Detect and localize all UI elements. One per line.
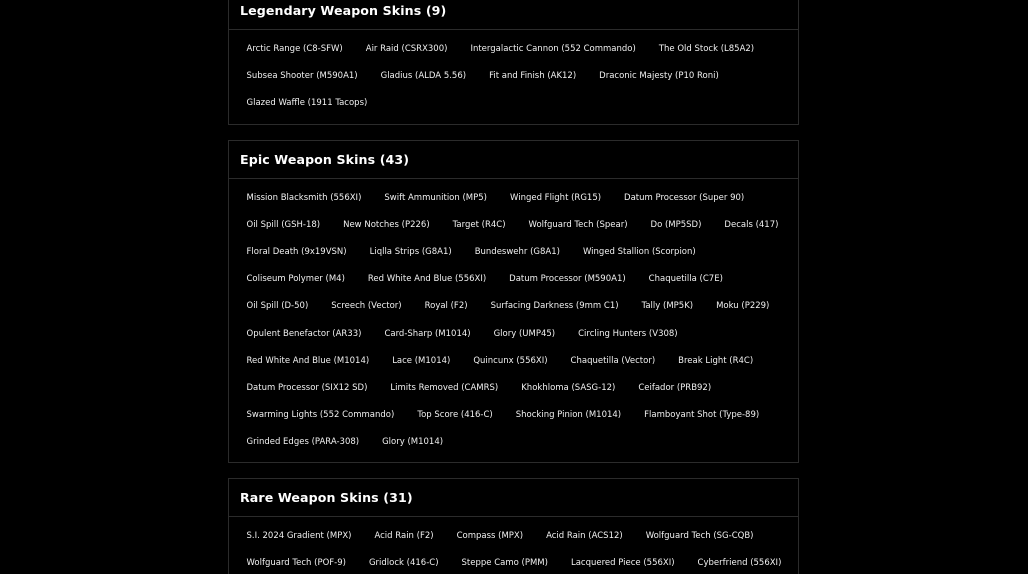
skin-item[interactable]: Air Raid (CSRX300) xyxy=(365,43,448,54)
panel-header xyxy=(229,141,798,179)
panel-header xyxy=(229,479,798,517)
skin-item[interactable]: Cyberfriend (556XI) xyxy=(697,557,782,568)
skin-item[interactable]: Swift Ammunition (MP5) xyxy=(384,192,487,203)
skin-item[interactable]: Quincunx (556XI) xyxy=(473,355,548,366)
skin-item[interactable]: New Notches (P226) xyxy=(343,219,430,230)
rare-skins-title: Rare Weapon Skins (31) xyxy=(240,490,413,505)
skin-item[interactable]: Mission Blacksmith (556XI) xyxy=(246,192,362,203)
skin-item[interactable]: Oil Spill (D-50) xyxy=(246,301,309,312)
skin-item[interactable]: Chaquetilla (Vector) xyxy=(570,355,656,366)
skin-row xyxy=(235,62,792,89)
legendary-skins-title: Legendary Weapon Skins (9) xyxy=(240,3,447,18)
skin-row xyxy=(235,522,792,549)
skin-item[interactable]: Tally (MP5K) xyxy=(641,301,694,312)
skin-item[interactable]: Shocking Pinion (M1014) xyxy=(515,410,622,421)
skin-item[interactable]: Gladius (ALDA 5.56) xyxy=(380,70,467,81)
skin-item[interactable]: Swarming Lights (552 Commando) xyxy=(246,410,395,421)
epic-skins-title: Epic Weapon Skins (43) xyxy=(240,152,410,167)
skin-row xyxy=(235,35,792,62)
skin-item[interactable]: The Old Stock (L85A2) xyxy=(658,43,755,54)
panel-header xyxy=(229,0,798,30)
skin-item[interactable]: Intergalactic Cannon (552 Commando) xyxy=(470,43,636,54)
skin-item[interactable]: Moku (P229) xyxy=(716,301,770,312)
skin-item[interactable]: Steppe Camo (PMM) xyxy=(461,557,548,568)
skin-item[interactable]: Arctic Range (C8-SFW) xyxy=(246,43,343,54)
skin-item[interactable]: Oil Spill (GSH-18) xyxy=(246,219,321,230)
skin-item[interactable]: Ceifador (PRB92) xyxy=(638,382,712,393)
skin-row xyxy=(235,293,792,320)
skin-row xyxy=(235,320,792,347)
skin-item[interactable]: Winged Stallion (Scorpion) xyxy=(582,246,696,257)
skin-item[interactable]: Acid Rain (ACS12) xyxy=(546,530,623,541)
skin-row xyxy=(235,347,792,374)
legendary-skins-list xyxy=(229,30,798,117)
rare-skins-list xyxy=(229,517,798,574)
skin-item[interactable]: Subsea Shooter (M590A1) xyxy=(246,70,358,81)
skin-row xyxy=(235,429,792,456)
skin-item[interactable]: Screech (Vector) xyxy=(331,301,402,312)
skin-item[interactable]: Card-Sharp (M1014) xyxy=(384,328,471,339)
skin-item[interactable]: Coliseum Polymer (M4) xyxy=(246,274,345,285)
skin-item[interactable]: Lacquered Piece (556XI) xyxy=(570,557,675,568)
skin-item[interactable]: Red White And Blue (556XI) xyxy=(367,274,487,285)
skin-item[interactable]: Glory (M1014) xyxy=(382,437,444,448)
skin-item[interactable]: Fit and Finish (AK12) xyxy=(489,70,577,81)
skin-item[interactable]: Chaquetilla (C7E) xyxy=(648,274,723,285)
skin-item[interactable]: Compass (MPX) xyxy=(456,530,524,541)
skin-item[interactable]: Draconic Majesty (P10 Roni) xyxy=(599,70,719,81)
skin-item[interactable]: Grinded Edges (PARA-308) xyxy=(246,437,360,448)
skin-item[interactable]: Acid Rain (F2) xyxy=(374,530,434,541)
skin-item[interactable]: Red White And Blue (M1014) xyxy=(246,355,370,366)
skin-item[interactable]: Top Score (416-C) xyxy=(417,410,493,421)
skin-row xyxy=(235,402,792,429)
skin-item[interactable]: Lace (M1014) xyxy=(392,355,451,366)
skin-item[interactable]: Datum Processor (Super 90) xyxy=(624,192,745,203)
skin-item[interactable]: Circling Hunters (V308) xyxy=(578,328,678,339)
skin-item[interactable]: Surfacing Darkness (9mm C1) xyxy=(490,301,619,312)
skin-item[interactable]: Decals (417) xyxy=(724,219,779,230)
rare-skins-panel xyxy=(228,478,799,574)
legendary-skins-panel xyxy=(228,0,799,125)
skin-item[interactable]: Liqlla Strips (G8A1) xyxy=(369,246,452,257)
skin-row xyxy=(235,266,792,293)
skin-item[interactable]: Opulent Benefactor (AR33) xyxy=(246,328,362,339)
epic-skins-list xyxy=(229,179,798,456)
skin-item[interactable]: Bundeswehr (G8A1) xyxy=(474,246,560,257)
skin-item[interactable]: Datum Processor (SIX12 SD) xyxy=(246,382,368,393)
skin-row xyxy=(235,89,792,116)
skin-item[interactable]: Wolfguard Tech (POF-9) xyxy=(246,557,346,568)
skin-row xyxy=(235,238,792,265)
skin-row xyxy=(235,184,792,211)
skin-item[interactable]: Limits Removed (CAMRS) xyxy=(390,382,499,393)
skin-item[interactable]: S.I. 2024 Gradient (MPX) xyxy=(246,530,352,541)
skin-item[interactable]: Royal (F2) xyxy=(424,301,468,312)
skin-item[interactable]: Wolfguard Tech (SG-CQB) xyxy=(645,530,754,541)
skin-item[interactable]: Glazed Waffle (1911 Tacops) xyxy=(246,97,368,108)
skin-item[interactable]: Floral Death (9x19VSN) xyxy=(246,246,347,257)
epic-skins-panel xyxy=(228,140,799,463)
skin-item[interactable]: Khokhloma (SASG-12) xyxy=(521,382,616,393)
skin-item[interactable]: Flamboyant Shot (Type-89) xyxy=(644,410,760,421)
skin-item[interactable]: Target (R4C) xyxy=(452,219,506,230)
skin-row xyxy=(235,211,792,238)
skin-row xyxy=(235,374,792,401)
skin-item[interactable]: Datum Processor (M590A1) xyxy=(509,274,626,285)
skin-row xyxy=(235,549,792,574)
skin-item[interactable]: Wolfguard Tech (Spear) xyxy=(528,219,628,230)
skin-item[interactable]: Winged Flight (RG15) xyxy=(509,192,602,203)
skin-item[interactable]: Gridlock (416-C) xyxy=(368,557,439,568)
skin-item[interactable]: Glory (UMP45) xyxy=(493,328,556,339)
skin-item[interactable]: Do (MP5SD) xyxy=(650,219,702,230)
skin-item[interactable]: Break Light (R4C) xyxy=(678,355,754,366)
